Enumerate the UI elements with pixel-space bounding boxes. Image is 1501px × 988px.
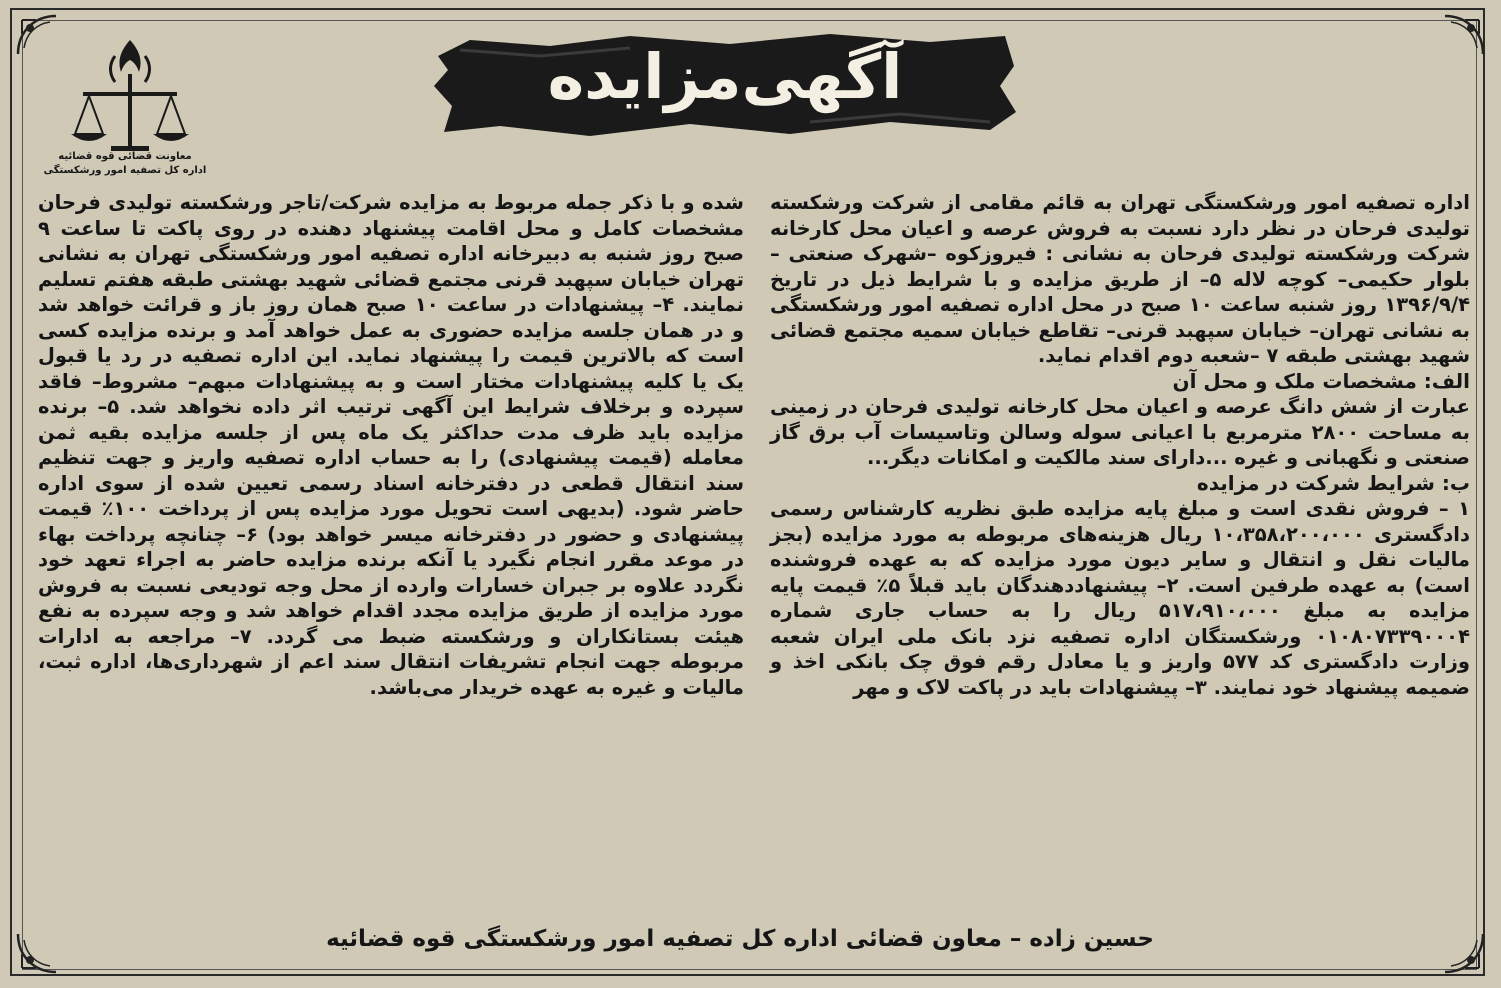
emblem-caption-line: معاونت قضائی قوه قضائیه xyxy=(58,151,192,162)
corner-ornament-icon xyxy=(1441,930,1487,976)
section-a-title: الف: مشخصات ملک و محل آن xyxy=(1172,368,1470,393)
intro-org-name: اداره تصفیه امور ورشکستگی تهران xyxy=(1120,191,1470,214)
emblem-caption xyxy=(40,150,210,178)
section-b-text: ۱ – فروش نقدی است و مبلغ پایه مزایده طبق نظریه کارشناس رسمی دادگستری ۱۰،۳۵۸،۲۰۰،۰۰۰ ریال هزینه‌های مربوطه به مورد مزایده (بجز مالیات نقل و انتقال و سایر دیون مورد مزایده که به عهده فروشنده است) به عهده طرفین است. ۲– پیشنهاددهندگان باید قبلاً ۵٪ قیمت پایه مزایده به مبلغ ۵۱۷،۹۱۰،۰۰۰ ریال را به حساب جاری شماره ۰۱۰۸۰۷۳۳۹۰۰۰۴ ورشکستگان اداره تصفیه نزد بانک ملی ایران شعبه وزارت دادگستری کد ۵۷۷ واریز و یا معادل رقم فوق چک بانکی اخذ و ضمیمه پیشنهاد خود نمایند. ۳– پیشنهادات باید در پاکت لاک و مهر xyxy=(770,497,1470,699)
ad-title: آگهی‌مزایده xyxy=(547,40,903,113)
title-banner xyxy=(430,26,1020,142)
emblem-caption-line: اداره کل تصفیه امور ورشکستگی xyxy=(43,165,207,176)
right-column xyxy=(770,190,1470,700)
intro-paragraph xyxy=(770,190,1470,369)
intro-text: به قائم مقامی از شرکت ورشکسته تولیدی فرحان در نظر دارد نسبت به فروش عرصه و اعیان محل کارخانه شرکت ورشکسته تولیدی فرحان به نشانی : فیروزکوه –شهرک صنعتی –بلوار حکیمی– کوچه لاله ۵– از طریق مزایده و با شرایط ذیل در تاریخ ۱۳۹۶/۹/۴ روز شنبه ساعت ۱۰ صبح در محل اداره تصفیه امور ورشکستگی به نشانی تهران– خیابان سپهبد قرنی– تقاطع خیابان سمیه مجتمع قضائی شهید بهشتی طبقه ۷ –شعبه دوم اقدام نماید. xyxy=(770,191,1471,367)
corner-ornament-icon xyxy=(14,930,60,976)
left-column xyxy=(38,190,744,700)
left-column-text: شده و با ذکر جمله مربوط به مزایده شرکت/تاجر ورشکسته تولیدی فرحان مشخصات کامل و محل اقامت پیشنهاد دهنده در روی پاکت تا ساعت ۹ صبح روز شنبه به دبیرخانه اداره تصفیه امور ورشکستگی تهران به نشانی تهران خیابان سپهبد قرنی مجتمع قضائی شهید بهشتی طبقه هفتم تسلیم نمایند. ۴– پیشنهادات در ساعت ۱۰ صبح همان روز باز و قرائت خواهد شد و در همان جلسه مزایده حضوری به عمل خواهد آمد و برنده مزایده کسی است که بالاترین قیمت را پیشنهاد نماید. این اداره تصفیه در رد یا قبول یک یا کلیه پیشنهادات مختار است و به پیشنهادات مبهم– مشروط– فاقد سپرده و برخلاف شرایط این آگهی ترتیب اثر داده نخواهد شد. ۵– برنده مزایده باید ظرف مدت حداکثر یک ماه پس از جلسه مزایده بقیه ثمن معامله (قیمت پیشنهادی) را به حساب اداره تصفیه واریز و جهت تنظیم سند انتقال قطعی در دفترخانه اسناد رسمی تعیین شده از سوی اداره حاضر شود. (بدیهی است تحویل مورد مزایده پس از پرداخت ۱۰۰٪ قیمت پیشنهادی و حضور در دفترخانه میسر خواهد بود) ۶– چنانچه پرداخت بهاء در موعد مقرر انجام نگیرد یا آنکه برنده مزایده حاضر به اجراء تعهد خود نگردد علاوه بر جبران خسارات وارده از محل وجه تودیعی نسبت به فروش مورد مزایده از طریق مزایده مجدد اقدام خواهد شد و وجه سپرده به نفع هیئت بستانکاران و ورشکسته ضبط می گردد. ۷– مراجعه به ادارات مربوطه جهت انجام تشریفات انتقال سند اعم از شهرداری‌ها، اداره ثبت، مالیات و غیره به عهده خریدار می‌باشد. xyxy=(38,191,745,699)
section-b-title: ب: شرایط شرکت در مزایده xyxy=(1196,470,1470,495)
corner-ornament-icon xyxy=(1441,12,1487,58)
signature-line: حسین زاده – معاون قضائی اداره کل تصفیه امور ورشکستگی قوه قضائیه xyxy=(326,926,1154,952)
section-a-text: عبارت از شش دانگ عرصه و اعیان محل کارخانه تولیدی فرحان در زمینی به مساحت ۲۸۰۰ مترمربع با اعیانی سوله وسالن وتاسیسات آب برق گاز صنعتی و نگهبانی و غیره ...دارای سند مالکیت و امکانات دیگر... xyxy=(770,395,1470,469)
corner-ornament-icon xyxy=(14,12,60,58)
